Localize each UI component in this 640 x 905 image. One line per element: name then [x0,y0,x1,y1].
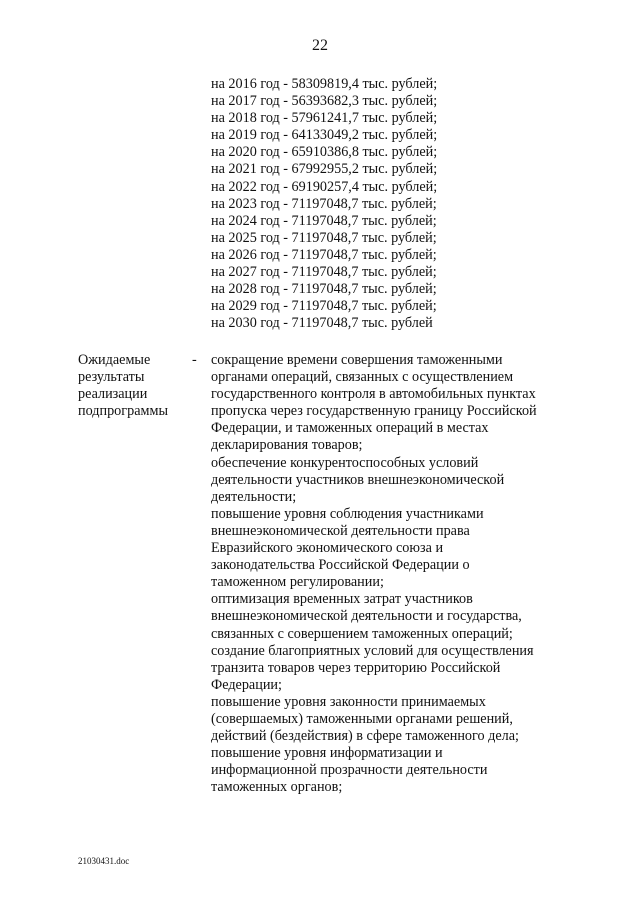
result-line: законодательства Российской Федерации о [211,557,470,574]
label-dash: - [192,352,197,368]
result-line: связанных с совершением таможенных операций; [211,625,513,642]
result-line: Евразийского экономического союза и [211,540,444,557]
result-line: деятельности; [211,488,297,505]
result-line: оптимизация временных затрат участников [211,591,473,608]
funding-line: на 2020 год - 65910386,8 тыс. рублей; [211,144,438,161]
funding-line: на 2025 год - 71197048,7 тыс. рублей; [211,229,437,246]
funding-by-year-list [211,76,437,332]
page-number: 22 [312,37,328,54]
funding-line: на 2021 год - 67992955,2 тыс. рублей; [211,161,438,178]
result-line: таможенных органов; [211,779,343,796]
result-line: сокращение времени совершения таможенными [211,352,503,368]
result-line: повышение уровня законности принимаемых [211,693,486,710]
funding-line: на 2024 год - 71197048,7 тыс. рублей; [211,212,437,229]
result-line: внешнеэкономической деятельности права [211,522,470,539]
label-line: Ожидаемые [78,352,151,368]
funding-line: на 2030 год - 71197048,7 тыс. рублей [211,315,433,332]
result-line: транзита товаров через территорию Российской [211,659,501,676]
result-line: Федерации; [211,676,282,693]
result-line: обеспечение конкурентоспособных условий [211,454,479,471]
result-line: внешнеэкономической деятельности и государства, [211,608,522,625]
result-line: повышение уровня соблюдения участниками [211,505,484,522]
funding-line: на 2022 год - 69190257,4 тыс. рублей; [211,178,438,195]
funding-line: на 2016 год - 58309819,4 тыс. рублей; [211,76,438,92]
funding-line: на 2026 год - 71197048,7 тыс. рублей; [211,246,437,263]
result-line: создание благоприятных условий для осуществления [211,642,534,659]
result-line: пропуска через государственную границу Российской [211,403,537,420]
result-line: повышение уровня информатизации и [211,745,443,762]
label-line: подпрограммы [78,403,168,420]
funding-line: на 2028 год - 71197048,7 тыс. рублей; [211,281,437,298]
label-line: результаты [78,369,145,386]
document-file-name: 21030431.doc [78,856,130,866]
result-line: действий (бездействия) в сфере таможенного дела; [211,728,519,745]
result-line: (совершаемых) таможенными органами решений, [211,710,513,727]
funding-line: на 2017 год - 56393682,3 тыс. рублей; [211,93,438,110]
label-line: реализации [78,386,148,403]
funding-line: на 2029 год - 71197048,7 тыс. рублей; [211,298,437,315]
result-line: информационной прозрачности деятельности [211,762,488,779]
result-line: Федерации, и таможенных операций в местах [211,420,489,437]
expected-results-list [211,352,537,796]
funding-line: на 2019 год - 64133049,2 тыс. рублей; [211,127,438,144]
funding-line: на 2023 год - 71197048,7 тыс. рублей; [211,195,437,212]
result-line: декларирования товаров; [211,437,363,454]
expected-results-label [78,352,168,420]
result-line: органами операций, связанных с осуществлением [211,369,514,386]
result-line: государственного контроля в автомобильных пунктах [211,386,536,403]
funding-line: на 2018 год - 57961241,7 тыс. рублей; [211,110,438,127]
funding-line: на 2027 год - 71197048,7 тыс. рублей; [211,264,437,281]
result-line: таможенном регулировании; [211,574,384,591]
result-line: деятельности участников внешнеэкономической [211,471,505,488]
